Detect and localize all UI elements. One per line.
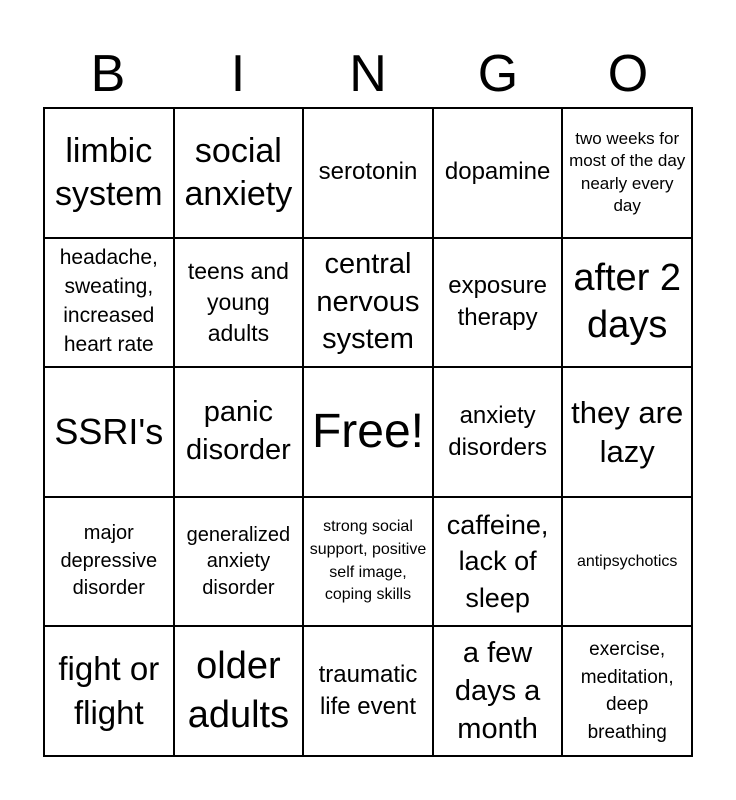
bingo-cell[interactable]	[562, 367, 692, 497]
bingo-cell[interactable]	[303, 108, 433, 238]
bingo-cell-label: headache, sweating, increased heart rate	[59, 246, 158, 357]
bingo-cell[interactable]	[433, 367, 563, 497]
bingo-cell-label: panic disorder	[186, 396, 291, 466]
bingo-cell[interactable]	[174, 626, 304, 756]
bingo-cell[interactable]	[44, 626, 174, 756]
bingo-cell-label: caffeine, lack of sleep	[446, 509, 549, 613]
bingo-cell-label: exercise, meditation, deep breathing	[580, 639, 674, 743]
bingo-cell[interactable]	[174, 367, 304, 497]
header-letter-g: G	[477, 45, 519, 103]
bingo-header	[43, 42, 693, 106]
header-letter-n: N	[349, 45, 387, 103]
bingo-cell[interactable]	[303, 367, 433, 497]
bingo-cell-label: strong social support, positive self image, coping skills	[309, 518, 427, 604]
bingo-cell-label: traumatic life event	[318, 660, 418, 721]
header-letter-i: I	[230, 45, 246, 103]
bingo-board	[43, 107, 693, 757]
bingo-cell[interactable]	[433, 626, 563, 756]
bingo-cell-label: exposure therapy	[448, 272, 547, 332]
bingo-cell-label: two weeks for most of the day nearly every day	[569, 128, 686, 216]
header-letter-o: O	[607, 45, 649, 103]
bingo-cell[interactable]	[562, 238, 692, 368]
bingo-cell-label: fight or flight	[58, 649, 160, 732]
bingo-cell[interactable]	[433, 238, 563, 368]
bingo-cell-label: teens and young adults	[187, 257, 289, 346]
bingo-cell-label: anxiety disorders	[448, 401, 547, 461]
bingo-cell-label: generalized anxiety disorder	[186, 524, 291, 599]
bingo-cell[interactable]	[562, 626, 692, 756]
bingo-cell[interactable]	[303, 497, 433, 627]
bingo-cell-label: older adults	[187, 644, 290, 737]
bingo-cell[interactable]	[174, 497, 304, 627]
header-letter-b: B	[90, 45, 126, 103]
bingo-cell-label: SSRI's	[54, 411, 164, 453]
bingo-cell-label: a few days a month	[454, 636, 541, 746]
bingo-cell-label: major depressive disorder	[60, 522, 158, 600]
bingo-cell[interactable]	[303, 626, 433, 756]
bingo-cell[interactable]	[44, 108, 174, 238]
bingo-cell[interactable]	[303, 238, 433, 368]
bingo-cell-label: limbic system	[54, 132, 163, 213]
bingo-cell[interactable]	[433, 108, 563, 238]
bingo-cell[interactable]	[44, 367, 174, 497]
bingo-cell[interactable]	[44, 497, 174, 627]
bingo-cell-label: social anxiety	[184, 132, 293, 213]
bingo-cell[interactable]	[44, 238, 174, 368]
bingo-cell[interactable]	[174, 108, 304, 238]
bingo-cell-label: serotonin	[318, 158, 418, 186]
bingo-cell-label: antipsychotics	[576, 553, 678, 570]
bingo-cell-label: Free!	[311, 405, 424, 459]
bingo-cell-label: they are lazy	[571, 394, 684, 469]
bingo-cell[interactable]	[562, 108, 692, 238]
bingo-cell-label: central nervous system	[316, 247, 420, 356]
bingo-cell[interactable]	[433, 497, 563, 627]
bingo-cell-label: after 2 days	[573, 256, 682, 347]
bingo-cell[interactable]	[174, 238, 304, 368]
bingo-cell[interactable]	[562, 497, 692, 627]
bingo-cell-label: dopamine	[444, 158, 551, 186]
